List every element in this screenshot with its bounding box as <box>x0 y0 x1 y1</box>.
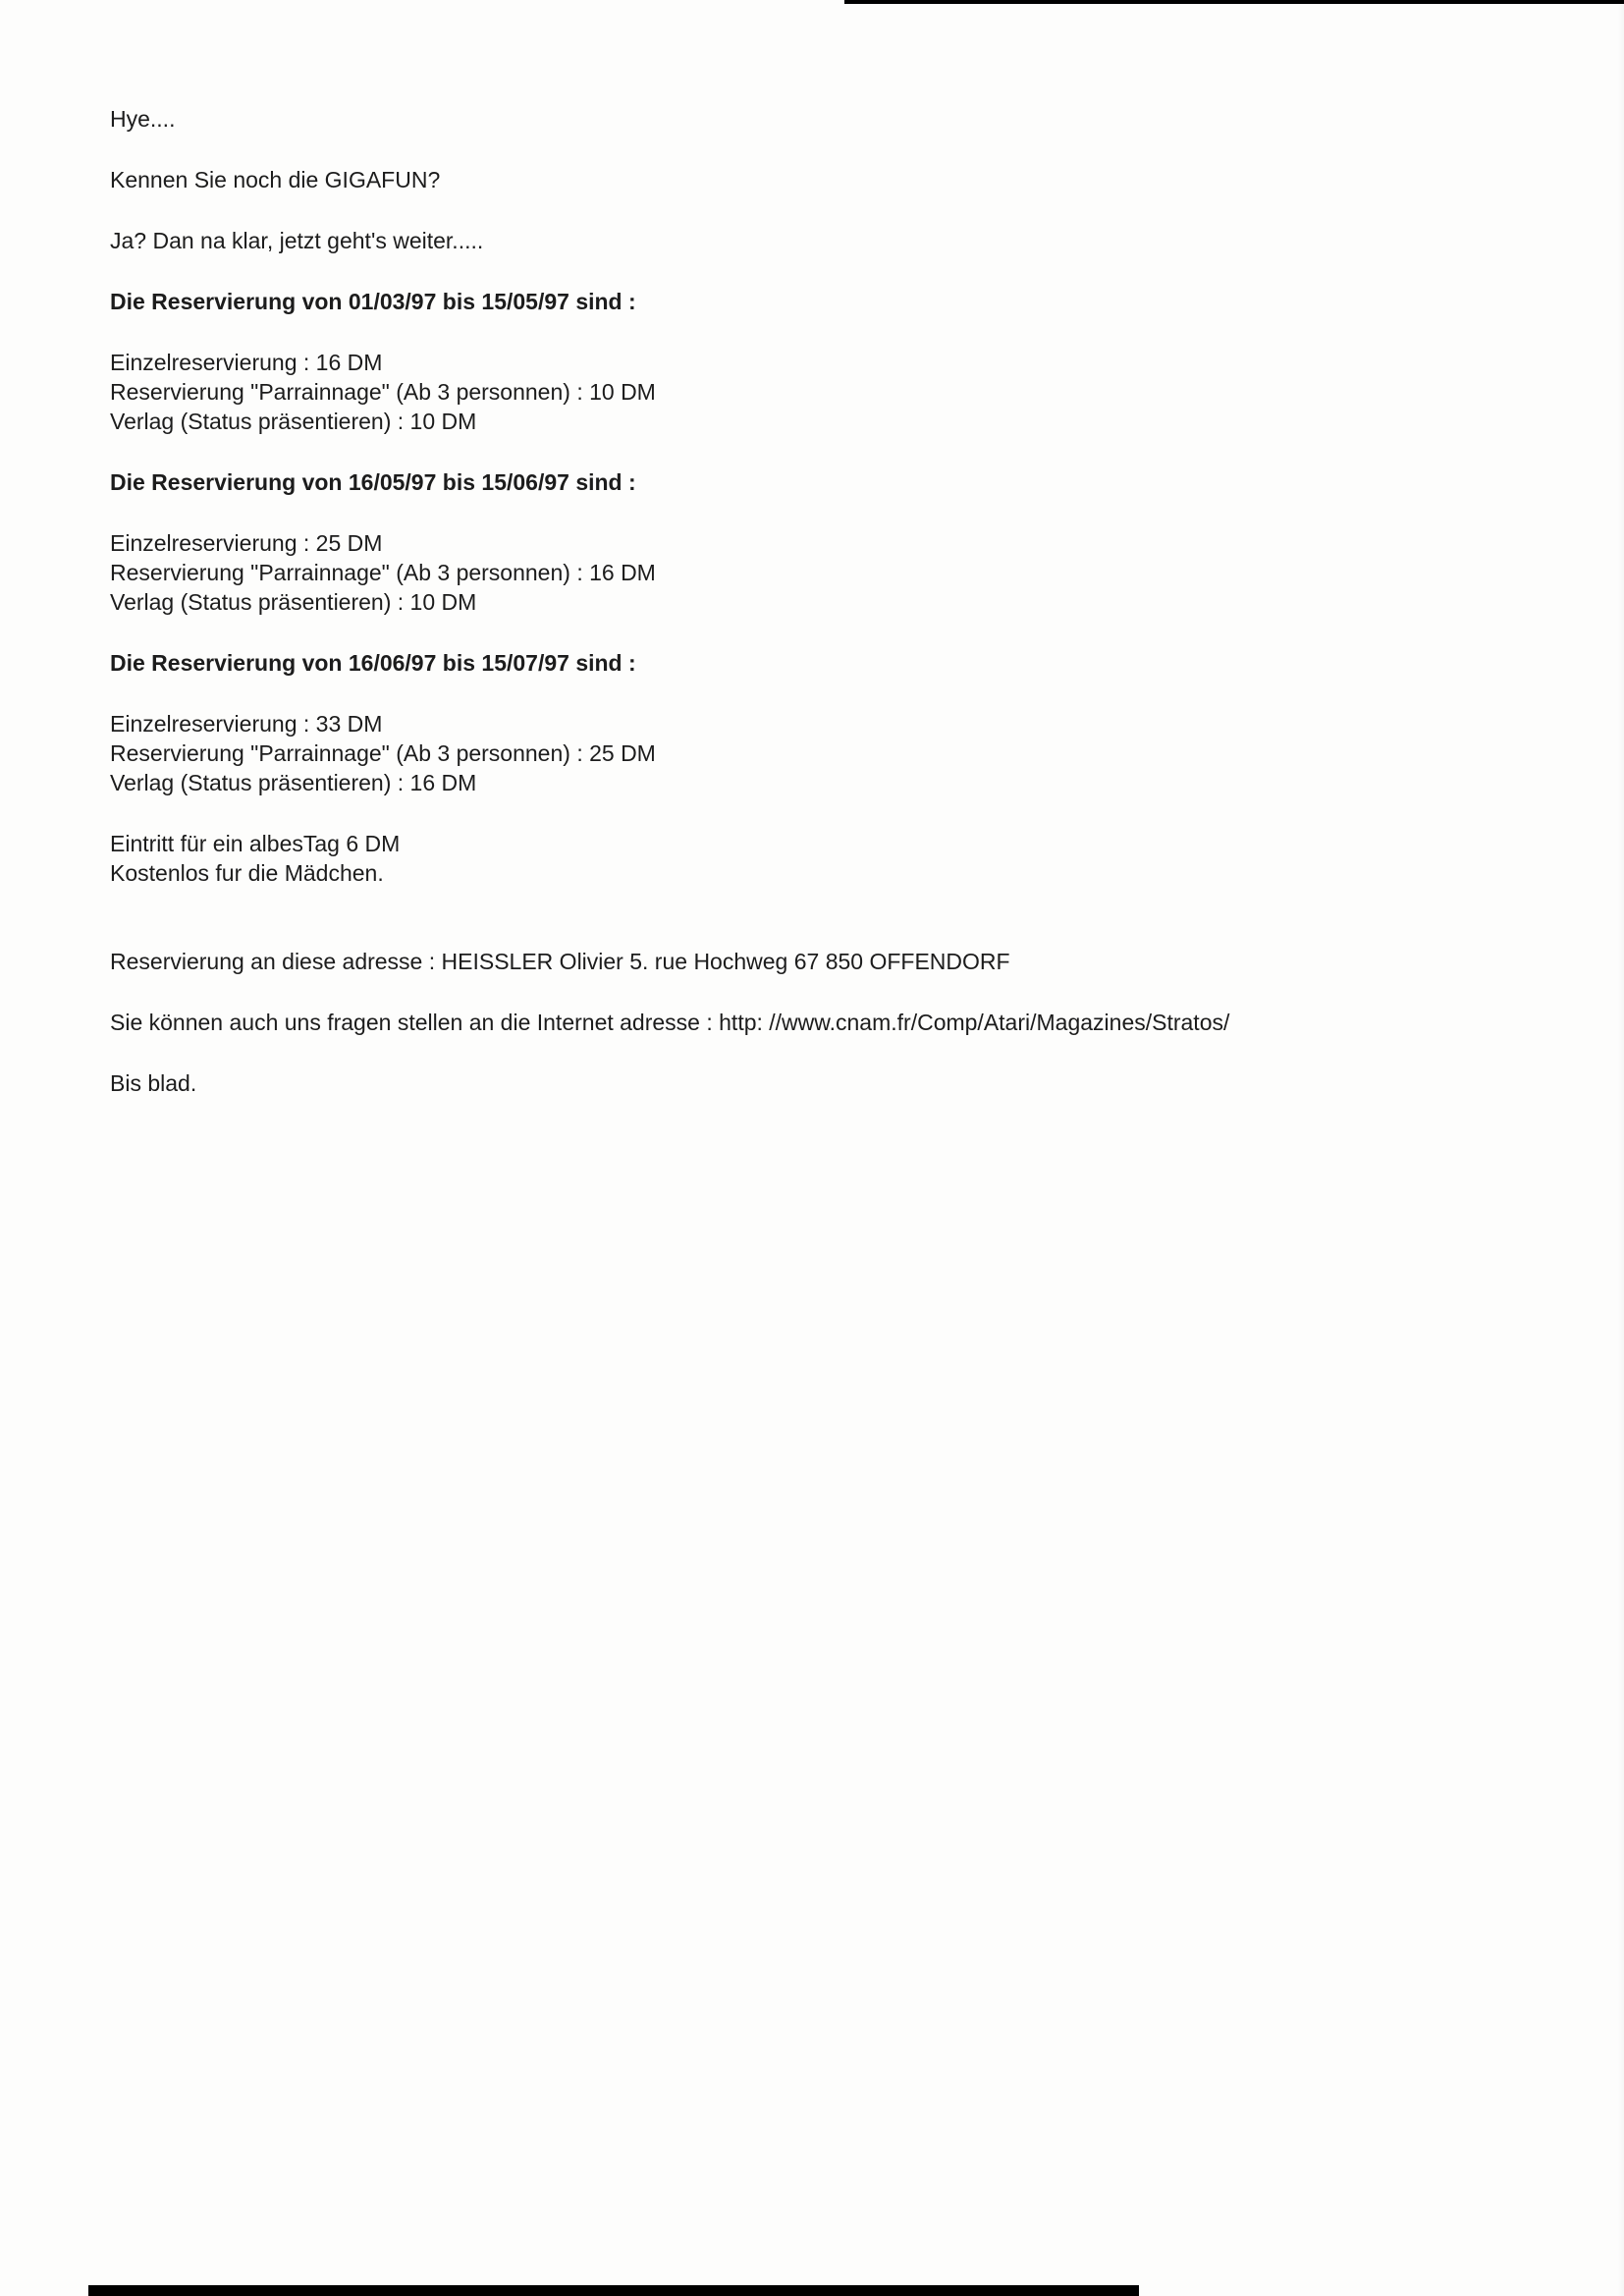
blank-space <box>110 919 1485 947</box>
price-line: Reservierung "Parrainnage" (Ab 3 personnen) : 25 DM <box>110 740 656 766</box>
section-heading: Die Reservierung von 01/03/97 bis 15/05/97 sind : <box>110 289 636 314</box>
price-list <box>110 528 1485 617</box>
price-list <box>110 709 1485 797</box>
price-line: Reservierung "Parrainnage" (Ab 3 personnen) : 10 DM <box>110 379 656 405</box>
postal-address-line: Reservierung an diese adresse : HEISSLER Olivier 5. rue Hochweg 67 850 OFFENDORF <box>110 949 1010 974</box>
document-body <box>110 104 1485 1129</box>
price-line: Reservierung "Parrainnage" (Ab 3 personnen) : 16 DM <box>110 560 656 585</box>
closing-line: Bis blad. <box>110 1070 197 1096</box>
free-entry-line: Kostenlos fur die Mädchen. <box>110 860 384 886</box>
price-line: Verlag (Status präsentieren) : 10 DM <box>110 589 477 615</box>
reservation-section-1 <box>110 287 1485 436</box>
section-heading: Die Reservierung von 16/06/97 bis 15/07/97 sind : <box>110 650 636 676</box>
answer-line: Ja? Dan na klar, jetzt geht's weiter..... <box>110 228 484 253</box>
scan-artifact-top-bar <box>844 0 1624 4</box>
scan-edge-shading <box>1618 0 1624 2296</box>
internet-address-line: Sie können auch uns fragen stellen an die Internet adresse : http: //www.cnam.fr/Comp/Atari/Magazines/Stratos/ <box>110 1010 1230 1035</box>
price-line: Einzelreservierung : 33 DM <box>110 711 383 737</box>
price-list <box>110 348 1485 436</box>
scan-artifact-bottom-bar <box>88 2285 1139 2296</box>
reservation-section-2 <box>110 467 1485 617</box>
price-line: Einzelreservierung : 25 DM <box>110 530 383 556</box>
question-line: Kennen Sie noch die GIGAFUN? <box>110 167 441 192</box>
price-line: Verlag (Status präsentieren) : 10 DM <box>110 409 477 434</box>
entry-fee-line: Eintritt für ein albesTag 6 DM <box>110 831 401 856</box>
price-line: Einzelreservierung : 16 DM <box>110 350 383 375</box>
price-line: Verlag (Status präsentieren) : 16 DM <box>110 770 477 795</box>
section-heading: Die Reservierung von 16/05/97 bis 15/06/97 sind : <box>110 469 636 495</box>
entry-info <box>110 829 1485 888</box>
greeting-line: Hye.... <box>110 106 176 132</box>
reservation-section-3 <box>110 648 1485 797</box>
